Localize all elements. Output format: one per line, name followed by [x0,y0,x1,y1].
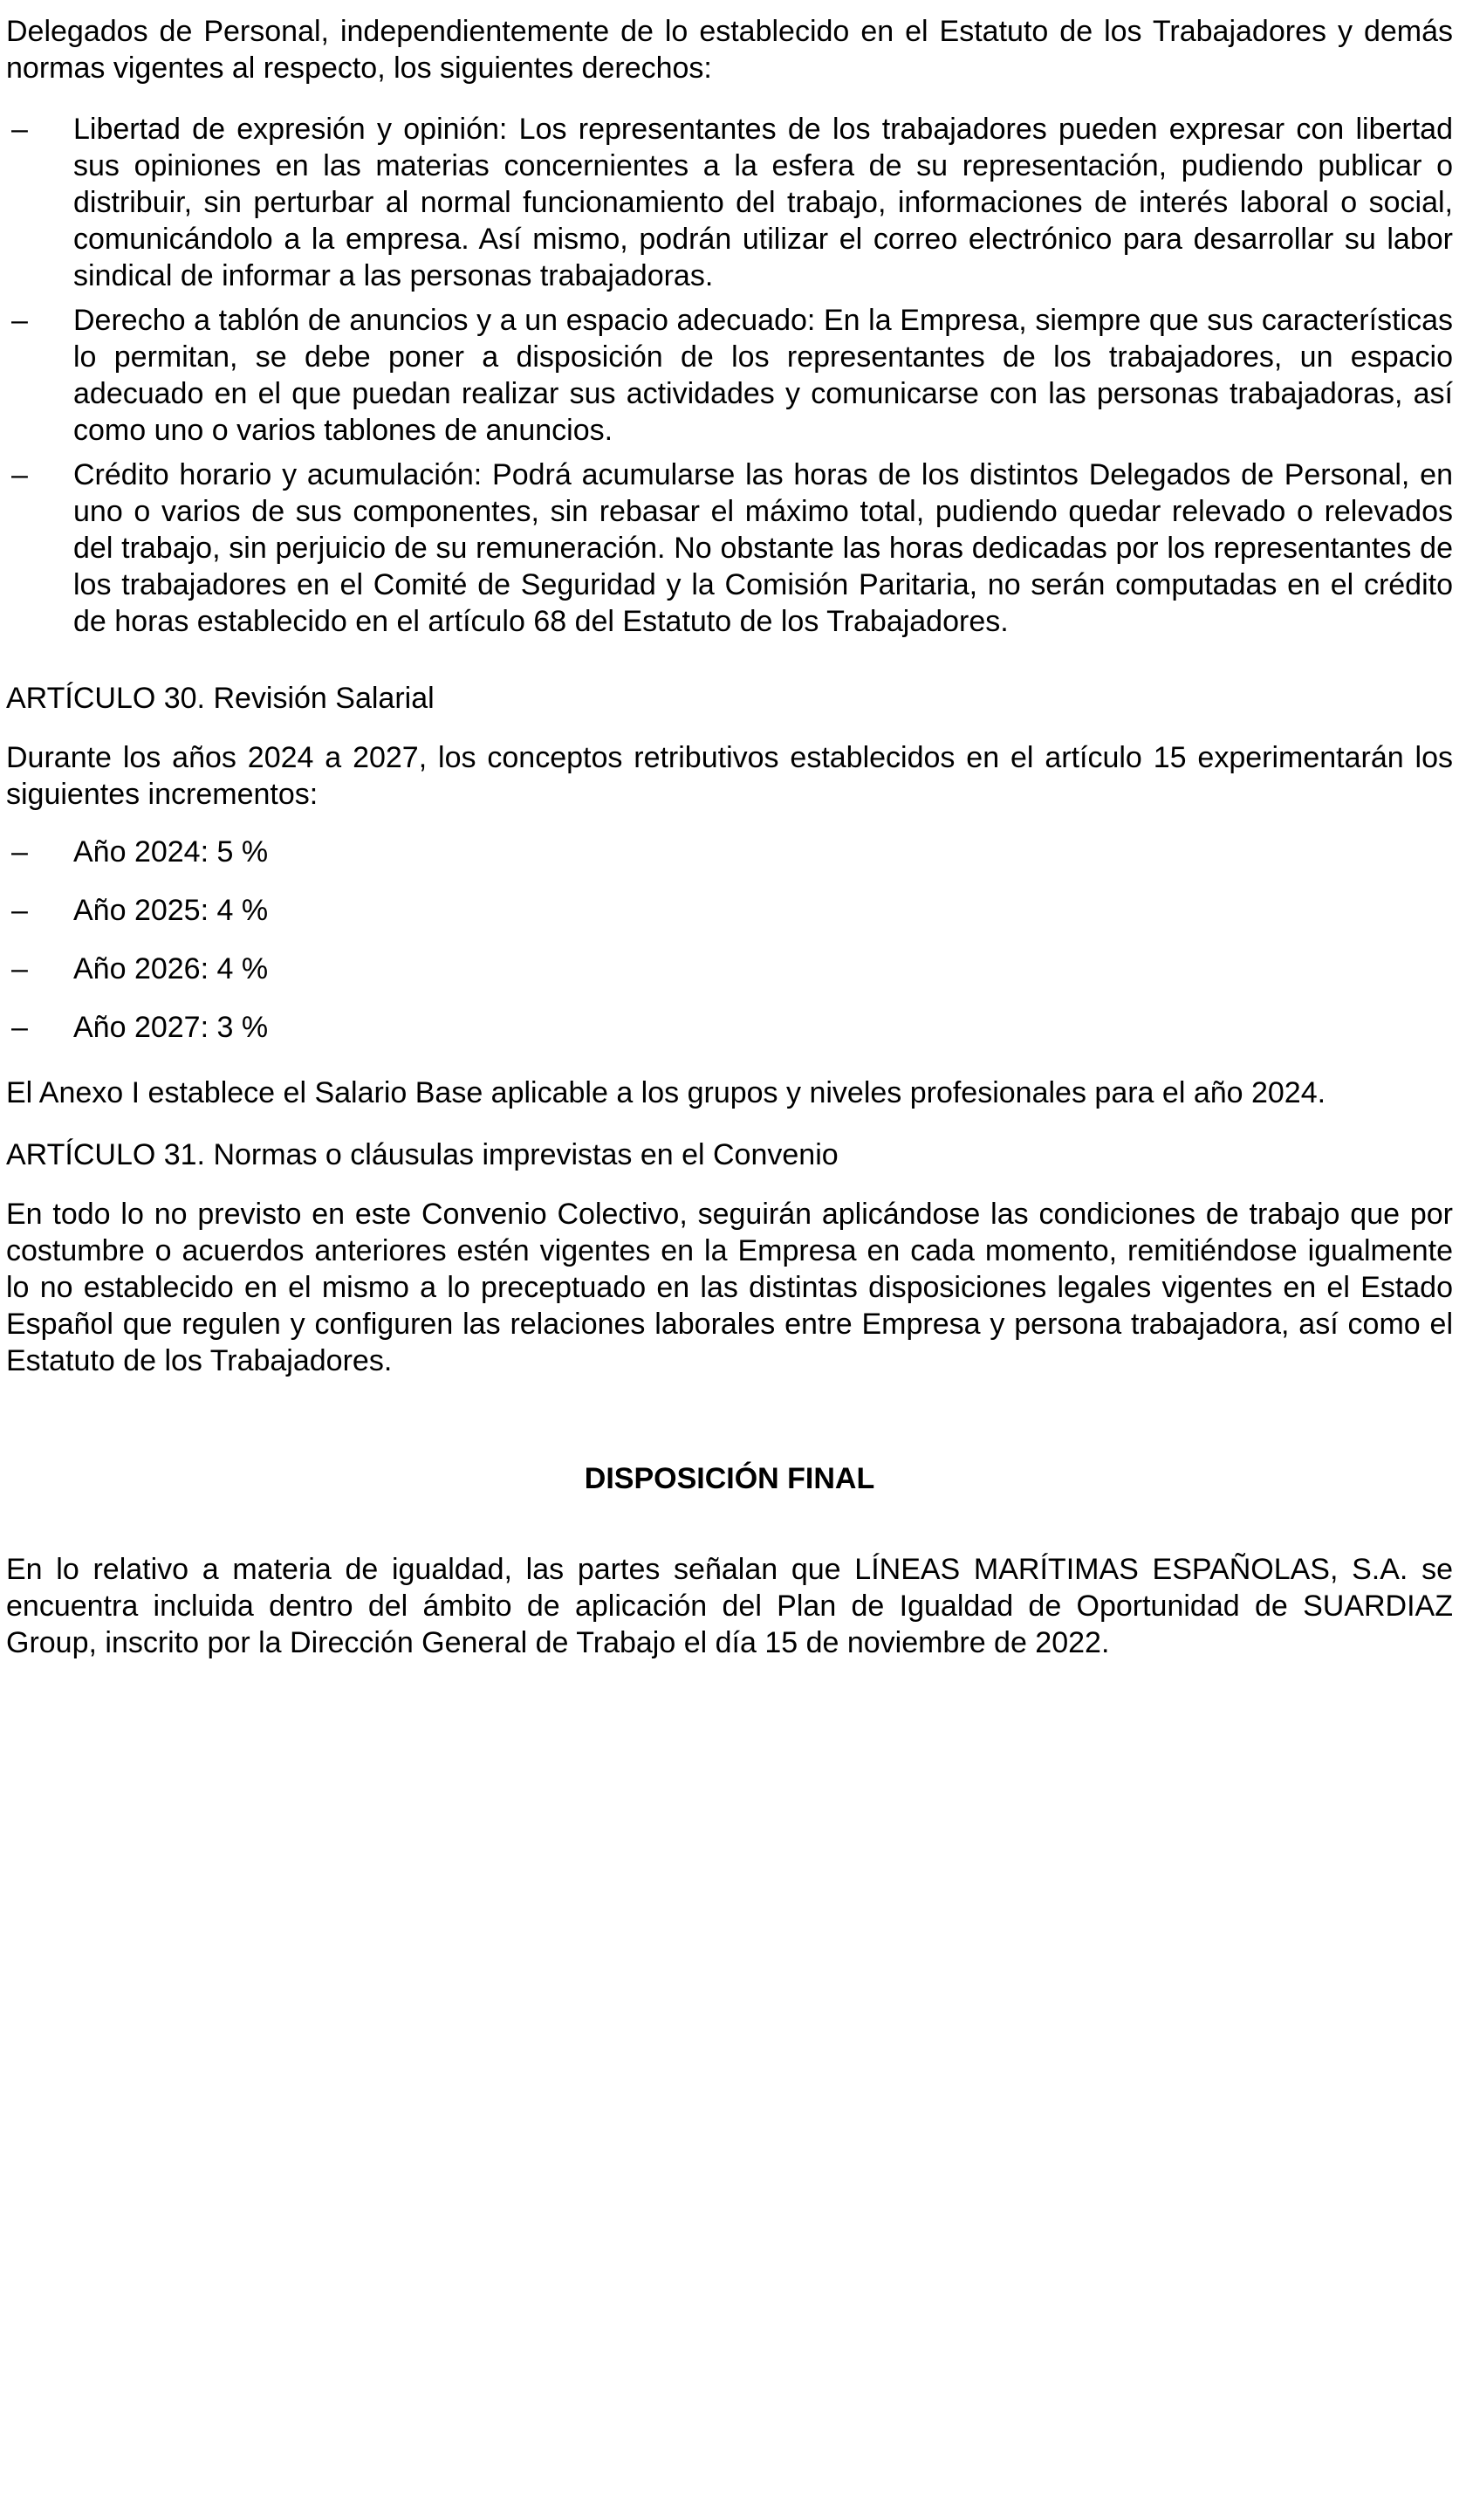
list-item [6,951,1453,987]
article-30-intro-paragraph: Durante los años 2024 a 2027, los conceptos retributivos establecidos en el artículo 15 experimentarán los siguientes incrementos: [6,741,1453,811]
document-page [0,13,1466,2520]
final-disposition-paragraph: En lo relativo a materia de igualdad, las partes señalan que LÍNEAS MARÍTIMAS ESPAÑOLAS, S.A. se encuentra incluida dentro del ámbito de aplicación del Plan de Igualdad de Oportunidad de SUARDIAZ Group, inscrito por la Dirección General de Trabajo el día 15 de noviembre de 2022. [6,1553,1453,1659]
dash-marker: – [11,835,28,869]
final-disposition-heading: DISPOSICIÓN FINAL [584,1462,875,1495]
article-30-heading: ARTÍCULO 30. Revisión Salarial [6,682,435,715]
intro-paragraph: Delegados de Personal, independientemente de lo establecido en el Estatuto de los Trabajadores y demás normas vigentes al respecto, los siguientes derechos: [6,15,1453,85]
list-item [6,457,1453,640]
list-item-text: Libertad de expresión y opinión: Los representantes de los trabajadores pueden expresar con libertad sus opiniones en las materias concernientes a la esfera de su representación, pudiendo publicar o distribuir, sin perturbar al normal funcionamiento del trabajo, informaciones de interés laboral o social, comunicándolo a la empresa. Así mismo, podrán utilizar el correo electrónico para desarrollar su labor sindical de informar a las personas trabajadoras. [73,113,1453,292]
list-item [6,892,1453,929]
list-item-text: Año 2025: 4 % [73,894,269,927]
list-item [6,834,1453,870]
list-item-text: Crédito horario y acumulación: Podrá acumularse las horas de los distintos Delegados de Personal, en uno o varios de sus componentes, sin rebasar el máximo total, pudiendo quedar relevado o relevados del trabajo, sin perjuicio de su remuneración. No obstante las horas dedicadas por los representantes de los trabajadores en el Comité de Seguridad y la Comisión Paritaria, no serán computadas en el crédito de horas establecido en el artículo 68 del Estatuto de los Trabajadores. [73,458,1453,638]
dash-marker: – [11,304,28,337]
dash-marker: – [11,894,28,927]
list-item-text: Año 2024: 5 % [73,835,269,869]
dash-marker: – [11,458,28,491]
list-item-text: Año 2026: 4 % [73,952,269,985]
list-item-text: Derecho a tablón de anuncios y a un espacio adecuado: En la Empresa, siempre que sus características lo permitan, se debe poner a disposición de los representantes de los trabajadores, un espacio adecuado en el que puedan realizar sus actividades y comunicarse con las personas trabajadoras, así como uno o varios tablones de anuncios. [73,304,1453,447]
dash-marker: – [11,952,28,985]
increments-list [6,834,1453,1046]
annex-note-paragraph: El Anexo I establece el Salario Base aplicable a los grupos y niveles profesionales para el año 2024. [6,1076,1326,1109]
list-item-text: Año 2027: 3 % [73,1011,269,1044]
rights-list [6,111,1453,640]
list-item [6,111,1453,294]
article-31-heading: ARTÍCULO 31. Normas o cláusulas imprevistas en el Convenio [6,1138,839,1171]
dash-marker: – [11,1011,28,1044]
list-item [6,1009,1453,1046]
dash-marker: – [11,113,28,146]
list-item [6,302,1453,449]
article-31-body-paragraph: En todo lo no previsto en este Convenio Colectivo, seguirán aplicándose las condiciones de trabajo que por costumbre o acuerdos anteriores estén vigentes en la Empresa en cada momento, remitiéndose igualmente lo no establecido en el mismo a lo preceptuado en las distintas disposiciones legales vigentes en el Estado Español que regulen y configuren las relaciones laborales entre Empresa y persona trabajadora, así como el Estatuto de los Trabajadores. [6,1198,1453,1377]
